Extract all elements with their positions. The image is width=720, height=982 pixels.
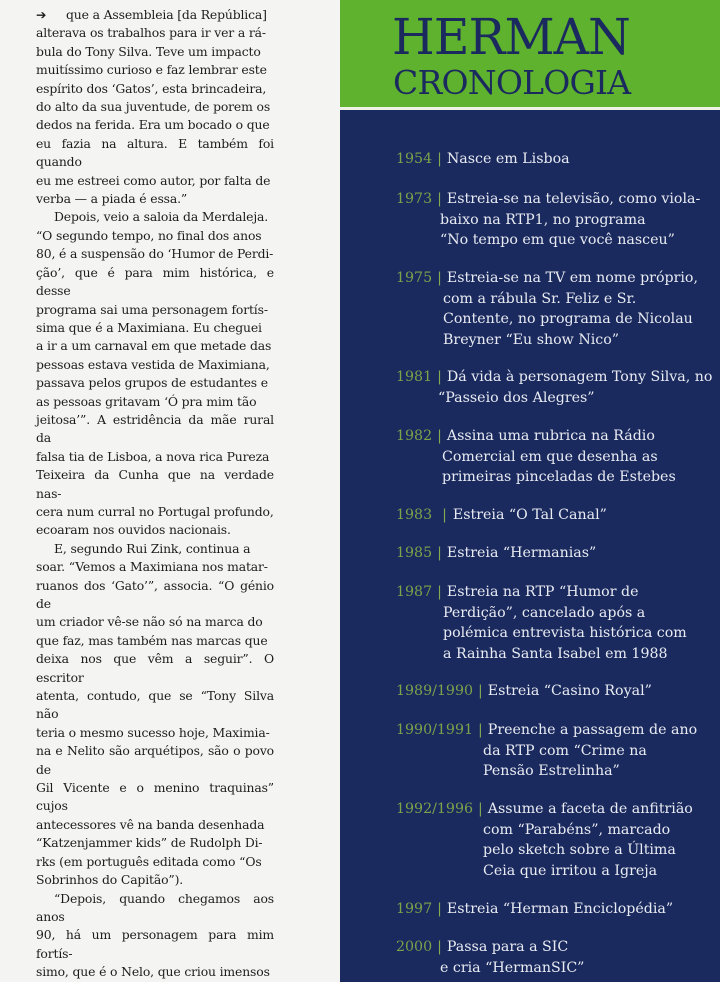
timeline-entry-1992-1996: 1992/1996 | Assume a faceta de anfitrião com “Parabéns”, marcado pelo sketch sobre a Última Ceia que irritou a Igreja [396,801,693,879]
timeline-entry-1987: 1987 | Estreia na RTP “Humor de Perdição”, cancelado após a polémica entrevista histórica com a Rainha Santa Isabel em 1988 [396,584,687,662]
separator: | [437,151,442,167]
entry-year: 1973 [396,191,433,207]
continuation-arrow-icon: ➔ [36,7,47,22]
timeline-entry-1954: 1954 | Nasce em Lisboa [396,151,570,167]
article-paragraph: E, segundo Rui Zink, continua a soar. “Vemos a Maximiana nos matar- ruanos dos ‘Gato’”, associa. “O génio de um criador vê-se não só na marca do que faz, mas também nas marcas que deixa nos que vêm a seguir”. O escritor atenta, contudo, que se “Tony Silva não teria o mesmo sucesso hoje, Maximia- na e Nelito são arquétipos, são o povo de Gil Vicente e o menino traquinas” cujos antecessores vê na banda desenhada “Katzenjammer kids” de Rudolph Di- rks (em português editada como “Os Sobrinhos do Capitão”). [36,540,274,888]
panel-subtitle: CRONOLOGIA [393,63,631,102]
article-paragraph: Depois, veio a saloia da Merdaleja. “O segundo tempo, no final dos anos 80, é a suspensão do ‘Humor de Perdi- ção’, que é para mim histórica, e desse programa sai uma personagem fortís- sima que é a Maximiana. Eu cheguei a ir a um carnaval em que metade das pessoas estava vestida de Maximiana, passava pelos grupos de estudantes e as pessoas gritavam ‘Ó pra mim tão jeitosa’”. A estridência da mãe rural da falsa tia de Lisboa, a nova rica Pureza Teixeira da Cunha que na verdade nas- cera num curral no Portugal profundo, ecoaram nos ouvidos nacionais. [36,209,274,538]
timeline-entry-1982: 1982 | Assina uma rubrica na Rádio Comercial em que desenha as primeiras pinceladas de Estebes [396,428,676,485]
timeline-entry-1997: 1997 | Estreia “Herman Enciclopédia” [396,901,674,917]
timeline-entry-2000: 2000 | Passa para a SIC e cria “HermanSIC” [396,939,585,976]
chronology-panel [340,0,720,982]
article-paragraph: ➔ que a Assembleia [da República] alterava os trabalhos para ir ver a rá- bula do Tony Silva. Teve um impacto muitíssimo curioso e faz lembrar este espírito dos ‘Gatos’, esta brincadeira, do alto da sua juventude, de porem os dedos na ferida. Era um bocado o que eu fazia na altura. E também foi quando eu me estreei como autor, por falta de verba — a piada é essa.” [36,7,274,207]
article-paragraph: “Depois, quando chegamos aos anos 90, há um personagem para mim fortís- simo, que é o Nelo, que criou imensos [36,890,274,980]
entry-year: 1954 [396,151,433,167]
chronology-header [340,0,720,110]
timeline-entry-1975: 1975 | Estreia-se na TV em nome próprio, com a rábula Sr. Feliz e Sr. Contente, no programa de Nicolau Breyner “Eu show Nico” [396,270,698,348]
timeline-entry-1973: 1973 | Estreia-se na televisão, como viola- baixo na RTP1, no programa “No tempo em que você nasceu” [396,191,701,248]
timeline-entry-1985: 1985 | Estreia “Hermanias” [396,545,597,561]
article-column [36,6,274,982]
timeline-entry-1981: 1981 | Dá vida à personagem Tony Silva, no “Passeio dos Alegres” [396,369,713,406]
timeline-entry-1989-1990: 1989/1990 | Estreia “Casino Royal” [396,683,652,699]
timeline-entry-1983: 1983 | Estreia “O Tal Canal” [396,507,607,523]
panel-title: HERMAN [392,8,630,66]
timeline-entry-1990-1991: 1990/1991 | Preenche a passagem de ano da RTP com “Crime na Pensão Estrelinha” [396,722,698,779]
